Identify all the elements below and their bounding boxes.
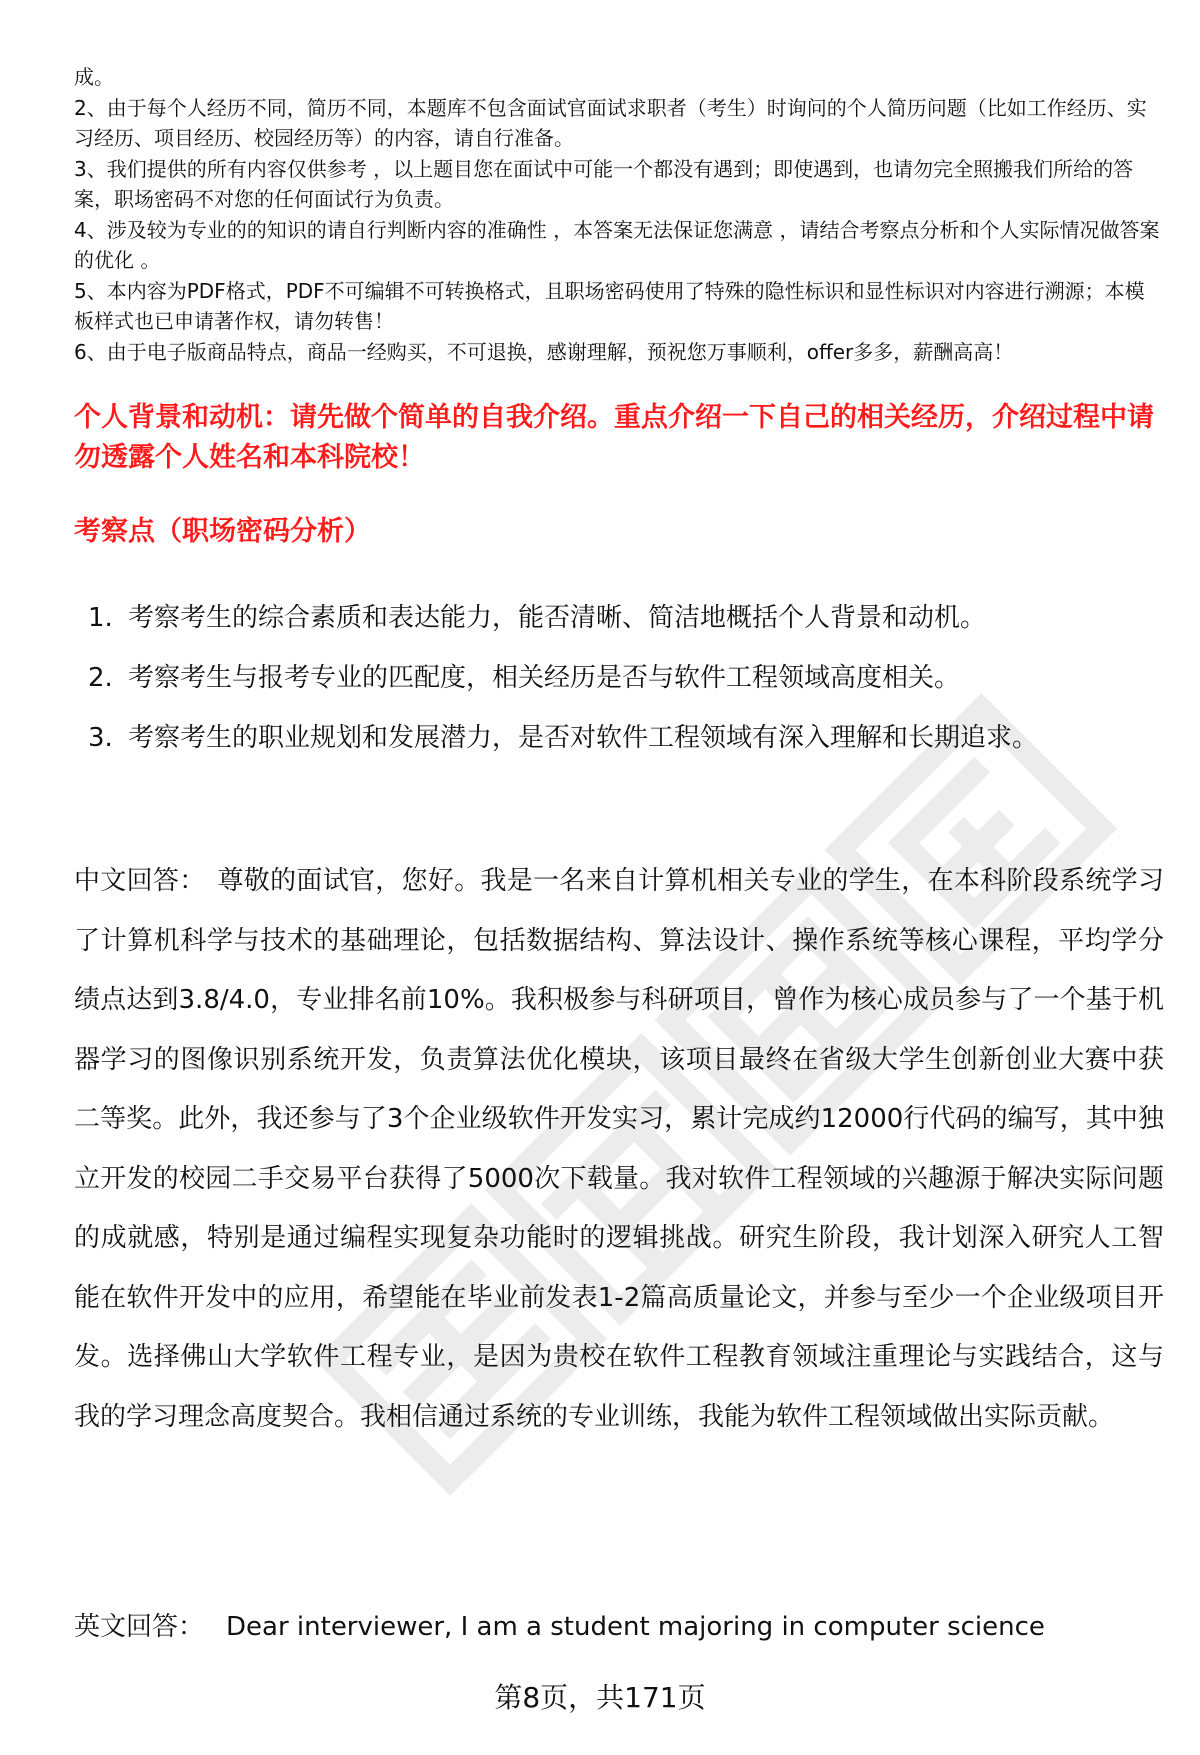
list-text: 考察考生的综合素质和表达能力，能否清晰、简洁地概括个人背景和动机。 xyxy=(128,603,987,633)
analysis-points xyxy=(74,588,1164,768)
note-item: 6、由于电子版商品特点，商品一经购买，不可退换，感谢理解，预祝您万事顺利，offer多多，薪酬高高！ xyxy=(74,339,1014,364)
note-item: 4、涉及较为专业的的知识的请自行判断内容的准确性 ，本答案无法保证您满意 ，请结合考察点分析和个人实际情况做答案的优化 。 xyxy=(74,217,1160,272)
chinese-answer-text: 尊敬的面试官，您好。我是一名来自计算机相关专业的学生，在本科阶段系统学习了计算机科学与技术的基础理论，包括数据结构、算法设计、操作系统等核心课程，平均学分绩点达到3.8/4.0，专业排名前10%。我积极参与科研项目，曾作为核心成员参与了一个基于机器学习的图像识别系统开发，负责算法优化模块，该项目最终在省级大学生创新创业大赛中获二等奖。此外，我还参与了3个企业级软件开发实习，累计完成约12000行代码的编写，其中独立开发的校园二手交易平台获得了5000次下载量。我对软件工程领域的兴趣源于解决实际问题的成就感，特别是通过编程实现复杂功能时的逻辑挑战。研究生阶段，我计划深入研究人工智能在软件开发中的应用，希望能在毕业前发表1-2篇高质量论文，并参与至少一个企业级项目开发。选择佛山大学软件工程专业，是因为贵校在软件工程教育领域注重理论与实践结合，这与我的学习理念高度契合。我相信通过系统的专业训练，我能为软件工程领域做出实际贡献。 xyxy=(74,866,1164,1432)
list-item xyxy=(74,708,1164,768)
list-item xyxy=(74,588,1164,648)
analysis-heading: 考察点（职场密码分析） xyxy=(74,516,371,547)
list-number: 3. xyxy=(88,723,113,753)
english-answer xyxy=(74,1597,1164,1657)
list-text: 考察考生与报考专业的匹配度，相关经历是否与软件工程领域高度相关。 xyxy=(128,663,961,693)
note-item: 5、本内容为PDF格式，PDF不可编辑不可转换格式，且职场密码使用了特殊的隐性标识和显性标识对内容进行溯源；本模板样式也已申请著作权，请勿转售！ xyxy=(74,278,1145,333)
list-number: 2. xyxy=(88,663,113,693)
disclaimer-notes xyxy=(74,62,1164,367)
chinese-answer-label: 中文回答： xyxy=(74,866,206,896)
note-item: 3、我们提供的所有内容仅供参考 ，以上题目您在面试中可能一个都没有遇到；即使遇到，也请勿完全照搬我们所给的答案，职场密码不对您的任何面试行为负责。 xyxy=(74,156,1134,211)
list-text: 考察考生的职业规划和发展潜力，是否对软件工程领域有深入理解和长期追求。 xyxy=(128,723,1039,753)
list-item xyxy=(74,648,1164,708)
list-number: 1. xyxy=(88,603,113,633)
english-answer-label: 英文回答： xyxy=(74,1612,205,1642)
page-footer: 第8页，共171页 xyxy=(494,1681,706,1714)
note-item: 2、由于每个人经历不同，简历不同，本题库不包含面试官面试求职者（考生）时询问的个人简历问题（比如工作经历、实习经历、项目经历、校园经历等）的内容，请自行准备。 xyxy=(74,95,1147,150)
question-heading: 个人背景和动机：请先做个简单的自我介绍。重点介绍一下自己的相关经历，介绍过程中请勿透露个人姓名和本科院校！ xyxy=(74,402,1154,473)
note-item: 成。 xyxy=(74,65,114,89)
english-answer-text: Dear interviewer, I am a student majoring in computer science xyxy=(226,1612,1045,1642)
chinese-answer xyxy=(74,852,1164,1447)
